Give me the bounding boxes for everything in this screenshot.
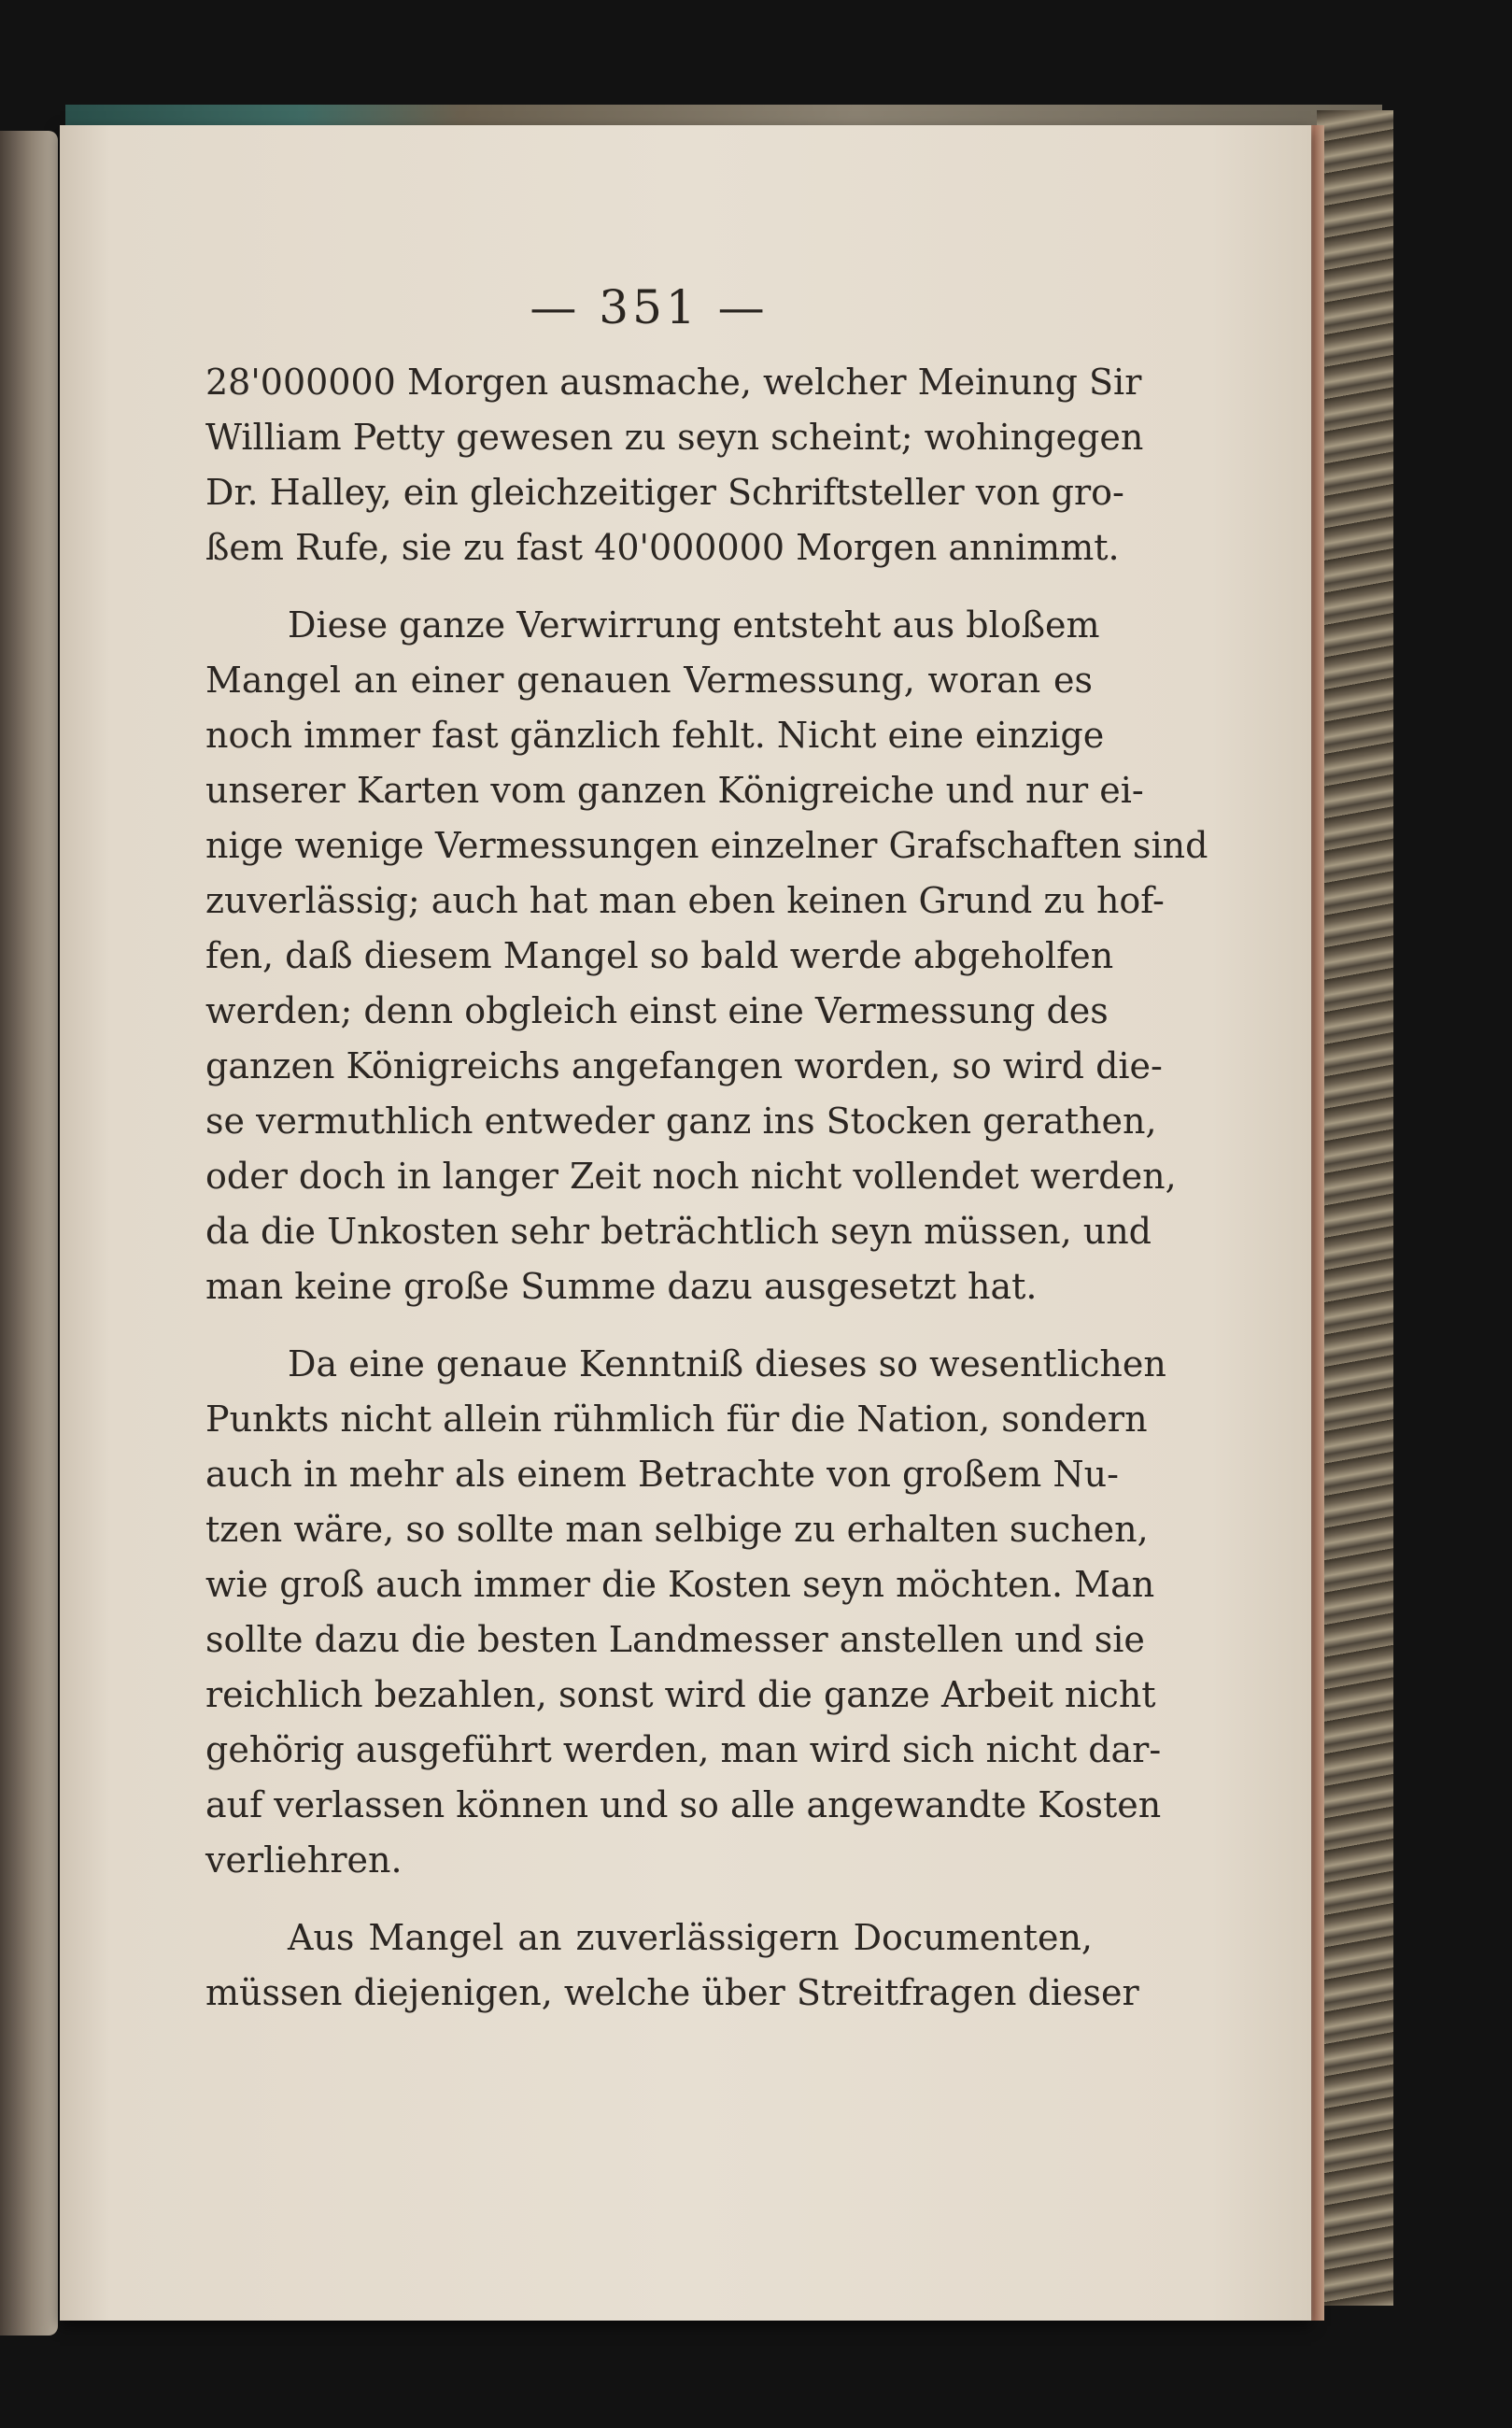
- text-line: Diese ganze Verwirrung entsteht aus bloßem: [288, 604, 1100, 646]
- text-line: ßem Rufe, sie zu fast 40'000000 Morgen annimmt.: [205, 527, 1120, 568]
- text-line: müssen diejenigen, welche über Streitfragen dieser: [205, 1972, 1139, 2013]
- text-line: Aus Mangel an zuverlässigern Documenten,: [288, 1917, 1093, 1958]
- text-line: ganzen Königreichs angefangen worden, so wird die-: [205, 1045, 1163, 1086]
- text-line: auch in mehr als einem Betrachte von großem Nu-: [205, 1454, 1119, 1495]
- text-line: se vermuthlich entweder ganz ins Stocken gerathen,: [205, 1100, 1157, 1142]
- text-line: reichlich bezahlen, sonst wird die ganze Arbeit nicht: [205, 1674, 1156, 1715]
- page-text: [205, 355, 1208, 2021]
- text-line: Punkts nicht allein rühmlich für die Nation, sondern: [205, 1399, 1148, 1440]
- text-line: noch immer fast gänzlich fehlt. Nicht eine einzige: [205, 715, 1105, 756]
- paragraph-3: [205, 1337, 1166, 1888]
- text-line: werden; denn obgleich einst eine Vermessung des: [205, 990, 1109, 1031]
- text-line: Da eine genaue Kenntniß dieses so wesentlichen: [288, 1343, 1166, 1384]
- text-line: sollte dazu die besten Landmesser anstellen und sie: [205, 1619, 1145, 1660]
- text-line: nige wenige Vermessungen einzelner Grafschaften sind: [205, 825, 1208, 866]
- text-line: Dr. Halley, ein gleichzeitiger Schriftsteller von gro-: [205, 472, 1124, 513]
- text-line: fen, daß diesem Mangel so bald werde abgeholfen: [205, 935, 1114, 976]
- page-number: — 351 —: [530, 280, 769, 334]
- paragraph-1: [205, 355, 1144, 575]
- text-line: William Petty gewesen zu seyn scheint; wohingegen: [205, 417, 1144, 458]
- left-page-edge: [0, 131, 58, 2336]
- text-line: man keine große Summe dazu ausgesetzt hat.: [205, 1266, 1038, 1307]
- text-line: zuverlässig; auch hat man eben keinen Grund zu hof-: [205, 880, 1165, 921]
- text-line: Mangel an einer genauen Vermessung, woran es: [205, 660, 1093, 701]
- text-line: 28'000000 Morgen ausmache, welcher Meinung Sir: [205, 362, 1142, 403]
- book-cover-right-edge: [1317, 110, 1393, 2306]
- paragraph-4: [205, 1910, 1139, 2021]
- text-line: oder doch in langer Zeit noch nicht vollendet werden,: [205, 1156, 1177, 1197]
- text-line: unserer Karten vom ganzen Königreiche und nur ei-: [205, 770, 1144, 811]
- text-line: verliehren.: [205, 1839, 403, 1881]
- text-line: wie groß auch immer die Kosten seyn möchten. Man: [205, 1564, 1155, 1605]
- text-line: auf verlassen können und so alle angewandte Kosten: [205, 1784, 1162, 1825]
- text-line: da die Unkosten sehr beträchtlich seyn müssen, und: [205, 1211, 1152, 1252]
- text-line: gehörig ausgeführt werden, man wird sich nicht dar-: [205, 1729, 1162, 1770]
- text-line: tzen wäre, so sollte man selbige zu erhalten suchen,: [205, 1509, 1149, 1550]
- paragraph-2: [205, 598, 1208, 1314]
